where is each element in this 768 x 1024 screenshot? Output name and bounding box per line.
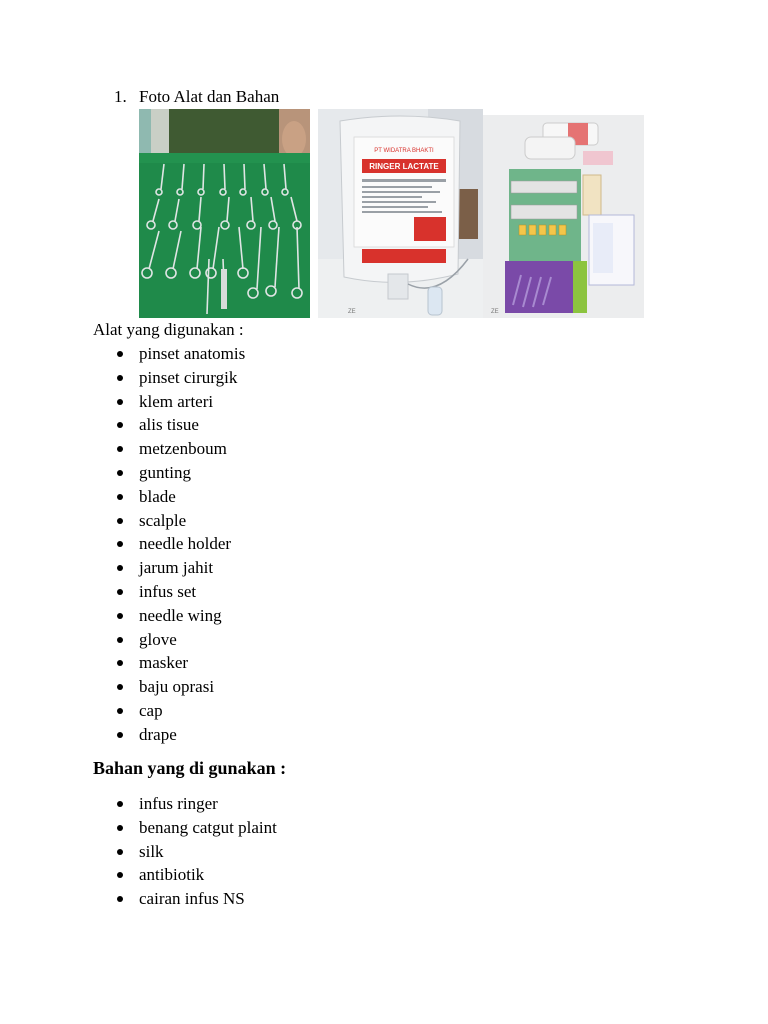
list-item-text: glove — [139, 629, 177, 649]
bullet-icon — [117, 470, 123, 476]
list-item-text: masker — [139, 653, 189, 673]
list-item — [115, 723, 245, 747]
list-item — [115, 461, 245, 485]
list-item-text: blade — [139, 486, 176, 506]
list-item — [115, 509, 245, 533]
list-item-text: cairan infus NS — [139, 889, 245, 909]
bullet-icon — [117, 541, 123, 547]
list-item-text: jarum jahit — [139, 558, 214, 578]
bullet-icon — [117, 732, 123, 738]
bullet-icon — [117, 565, 123, 571]
bullet-icon — [117, 684, 123, 690]
bullet-icon — [117, 801, 123, 807]
list-item — [115, 604, 245, 628]
list-item — [115, 485, 245, 509]
list-item — [115, 792, 277, 816]
photo2-watermark: ZE — [348, 309, 356, 315]
list-item-text: drape — [139, 724, 177, 744]
bullet-icon — [117, 375, 123, 381]
list-item — [115, 437, 245, 461]
heading-list-item — [114, 87, 279, 107]
list-item-text: needle holder — [139, 534, 232, 554]
bullet-icon — [117, 589, 123, 595]
list-item — [115, 840, 277, 864]
bullet-icon — [117, 896, 123, 902]
bullet-icon — [117, 613, 123, 619]
bullet-icon — [117, 494, 123, 500]
list-item — [115, 556, 245, 580]
bag-label-text: RINGER LACTATE — [369, 162, 439, 171]
list-item-text: klem arteri — [139, 391, 214, 411]
list-item-text: gunting — [139, 462, 191, 482]
list-item-text: benang catgut plaint — [139, 817, 277, 837]
bullet-icon — [117, 708, 123, 714]
bullet-icon — [117, 872, 123, 878]
bullet-icon — [117, 825, 123, 831]
bullet-icon — [117, 422, 123, 428]
bahan-list — [115, 792, 277, 911]
list-item-text: baju oprasi — [139, 677, 215, 697]
list-item — [115, 532, 245, 556]
list-item — [115, 580, 245, 604]
bullet-icon — [117, 849, 123, 855]
list-item-text: needle wing — [139, 605, 222, 625]
list-item — [115, 366, 245, 390]
list-item — [115, 816, 277, 840]
bullet-icon — [117, 351, 123, 357]
heading-text: Foto Alat dan Bahan — [139, 87, 280, 106]
list-item-text: silk — [139, 841, 164, 861]
list-item — [115, 342, 245, 366]
bullet-icon — [117, 660, 123, 666]
heading-number: 1. — [114, 87, 127, 106]
bag-brand-text: PT WIDATRA BHAKTI — [374, 148, 434, 154]
supplies-photo — [483, 115, 644, 318]
list-item — [115, 887, 277, 911]
bullet-icon — [117, 637, 123, 643]
list-item-text: alis tisue — [139, 415, 199, 435]
list-item-text: infus ringer — [139, 794, 218, 813]
list-item-text: metzenboum — [139, 439, 227, 459]
list-item-text: cap — [139, 700, 163, 720]
list-item — [115, 675, 245, 699]
list-item — [115, 413, 245, 437]
photo3-watermark: ZE — [491, 309, 499, 315]
alat-label: Alat yang digunakan : — [93, 320, 244, 339]
alat-list — [115, 342, 245, 747]
list-item-text: pinset cirurgik — [139, 367, 238, 387]
list-item-text: scalple — [139, 510, 187, 530]
list-item — [115, 390, 245, 414]
list-item — [115, 699, 245, 723]
list-item-text: antibiotik — [139, 865, 205, 885]
list-item-text: infus set — [139, 581, 197, 601]
bahan-label: Bahan yang di gunakan : — [93, 758, 287, 778]
ringer-lactate-bag-photo — [318, 109, 483, 318]
bullet-icon — [117, 399, 123, 405]
list-item — [115, 863, 277, 887]
bullet-icon — [117, 518, 123, 524]
surgical-instruments-photo — [139, 109, 310, 318]
bullet-icon — [117, 446, 123, 452]
list-item — [115, 628, 245, 652]
list-item — [115, 651, 245, 675]
list-item-text: pinset anatomis — [139, 344, 246, 363]
